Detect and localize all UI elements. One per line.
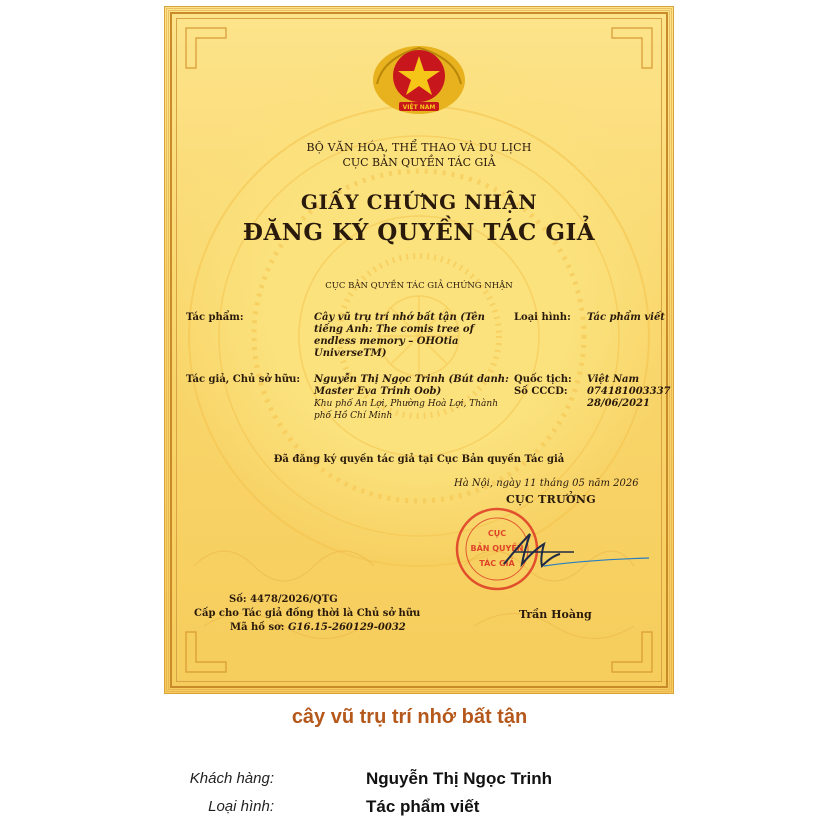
certificate-title-line2: ĐĂNG KÝ QUYỀN TÁC GIẢ bbox=[242, 219, 596, 246]
stamp-text-line1: CỤC bbox=[487, 529, 507, 538]
file-code-value: G16.15-260129-0032 bbox=[288, 622, 406, 633]
type-info-value: Tác phẩm viết bbox=[366, 797, 480, 816]
ministry-name: BỘ VĂN HÓA, THỂ THAO VÀ DU LỊCH bbox=[306, 141, 532, 154]
id-value: 074181003337 bbox=[587, 386, 671, 397]
registered-statement: Đã đăng ký quyền tác giả tại Cục Bản quyền Tác giả bbox=[273, 454, 565, 465]
certificate bbox=[164, 6, 674, 694]
certificate-title-line1: GIẤY CHỨNG NHẬN bbox=[300, 190, 538, 214]
work-value: Cây vũ trụ trí nhớ bất tận (Tên tiếng Anh: The comis tree of endless memory – OHOtia UniverseTM) bbox=[314, 312, 485, 359]
place-and-date: Hà Nội, ngày 11 tháng 05 năm 2026 bbox=[454, 478, 639, 489]
product-title: cây vũ trụ trí nhớ bất tận bbox=[291, 706, 528, 728]
type-label: Loại hình: bbox=[514, 312, 571, 323]
type-info-label: Loại hình: bbox=[208, 798, 274, 815]
author-value: Nguyễn Thị Ngọc Trinh (Bút danh: Master Eva Trinh Oob) bbox=[314, 374, 509, 397]
customer-label: Khách hàng: bbox=[189, 770, 274, 787]
national-emblem bbox=[369, 40, 469, 120]
director-title: CỤC TRƯỞNG bbox=[506, 493, 596, 506]
author-label: Tác giả, Chủ sở hữu: bbox=[186, 374, 301, 385]
work-label: Tác phẩm: bbox=[186, 312, 244, 323]
stamp-text-line3: TÁC GIẢ bbox=[479, 559, 515, 568]
id-issue-date: 28/06/2021 bbox=[587, 398, 650, 409]
emblem-ribbon-text: VIỆT NAM bbox=[402, 104, 436, 111]
certifies-heading: CỤC BẢN QUYỀN TÁC GIẢ CHỨNG NHẬN bbox=[325, 281, 513, 291]
customer-value: Nguyễn Thị Ngọc Trinh bbox=[366, 769, 553, 788]
id-label: Số CCCD: bbox=[514, 386, 568, 397]
signer-name: Trần Hoàng bbox=[519, 608, 592, 621]
author-address: Khu phố An Lợi, Phường Hoà Lợi, Thành phố Hồ Chí Minh bbox=[314, 399, 498, 421]
file-code-label: Mã hồ sơ: bbox=[230, 622, 285, 633]
nationality-value: Việt Nam bbox=[587, 374, 640, 385]
issued-to: Cấp cho Tác giả đồng thời là Chủ sở hữu bbox=[194, 608, 421, 619]
type-value: Tác phẩm viết bbox=[587, 312, 665, 323]
nationality-label: Quốc tịch: bbox=[514, 374, 572, 385]
director-signature bbox=[484, 526, 664, 586]
department-name: CỤC BẢN QUYỀN TÁC GIẢ bbox=[342, 156, 496, 169]
certificate-number: Số: 4478/2026/QTG bbox=[229, 594, 338, 605]
stamp-text-line2: BẢN QUYỀN bbox=[470, 544, 524, 553]
